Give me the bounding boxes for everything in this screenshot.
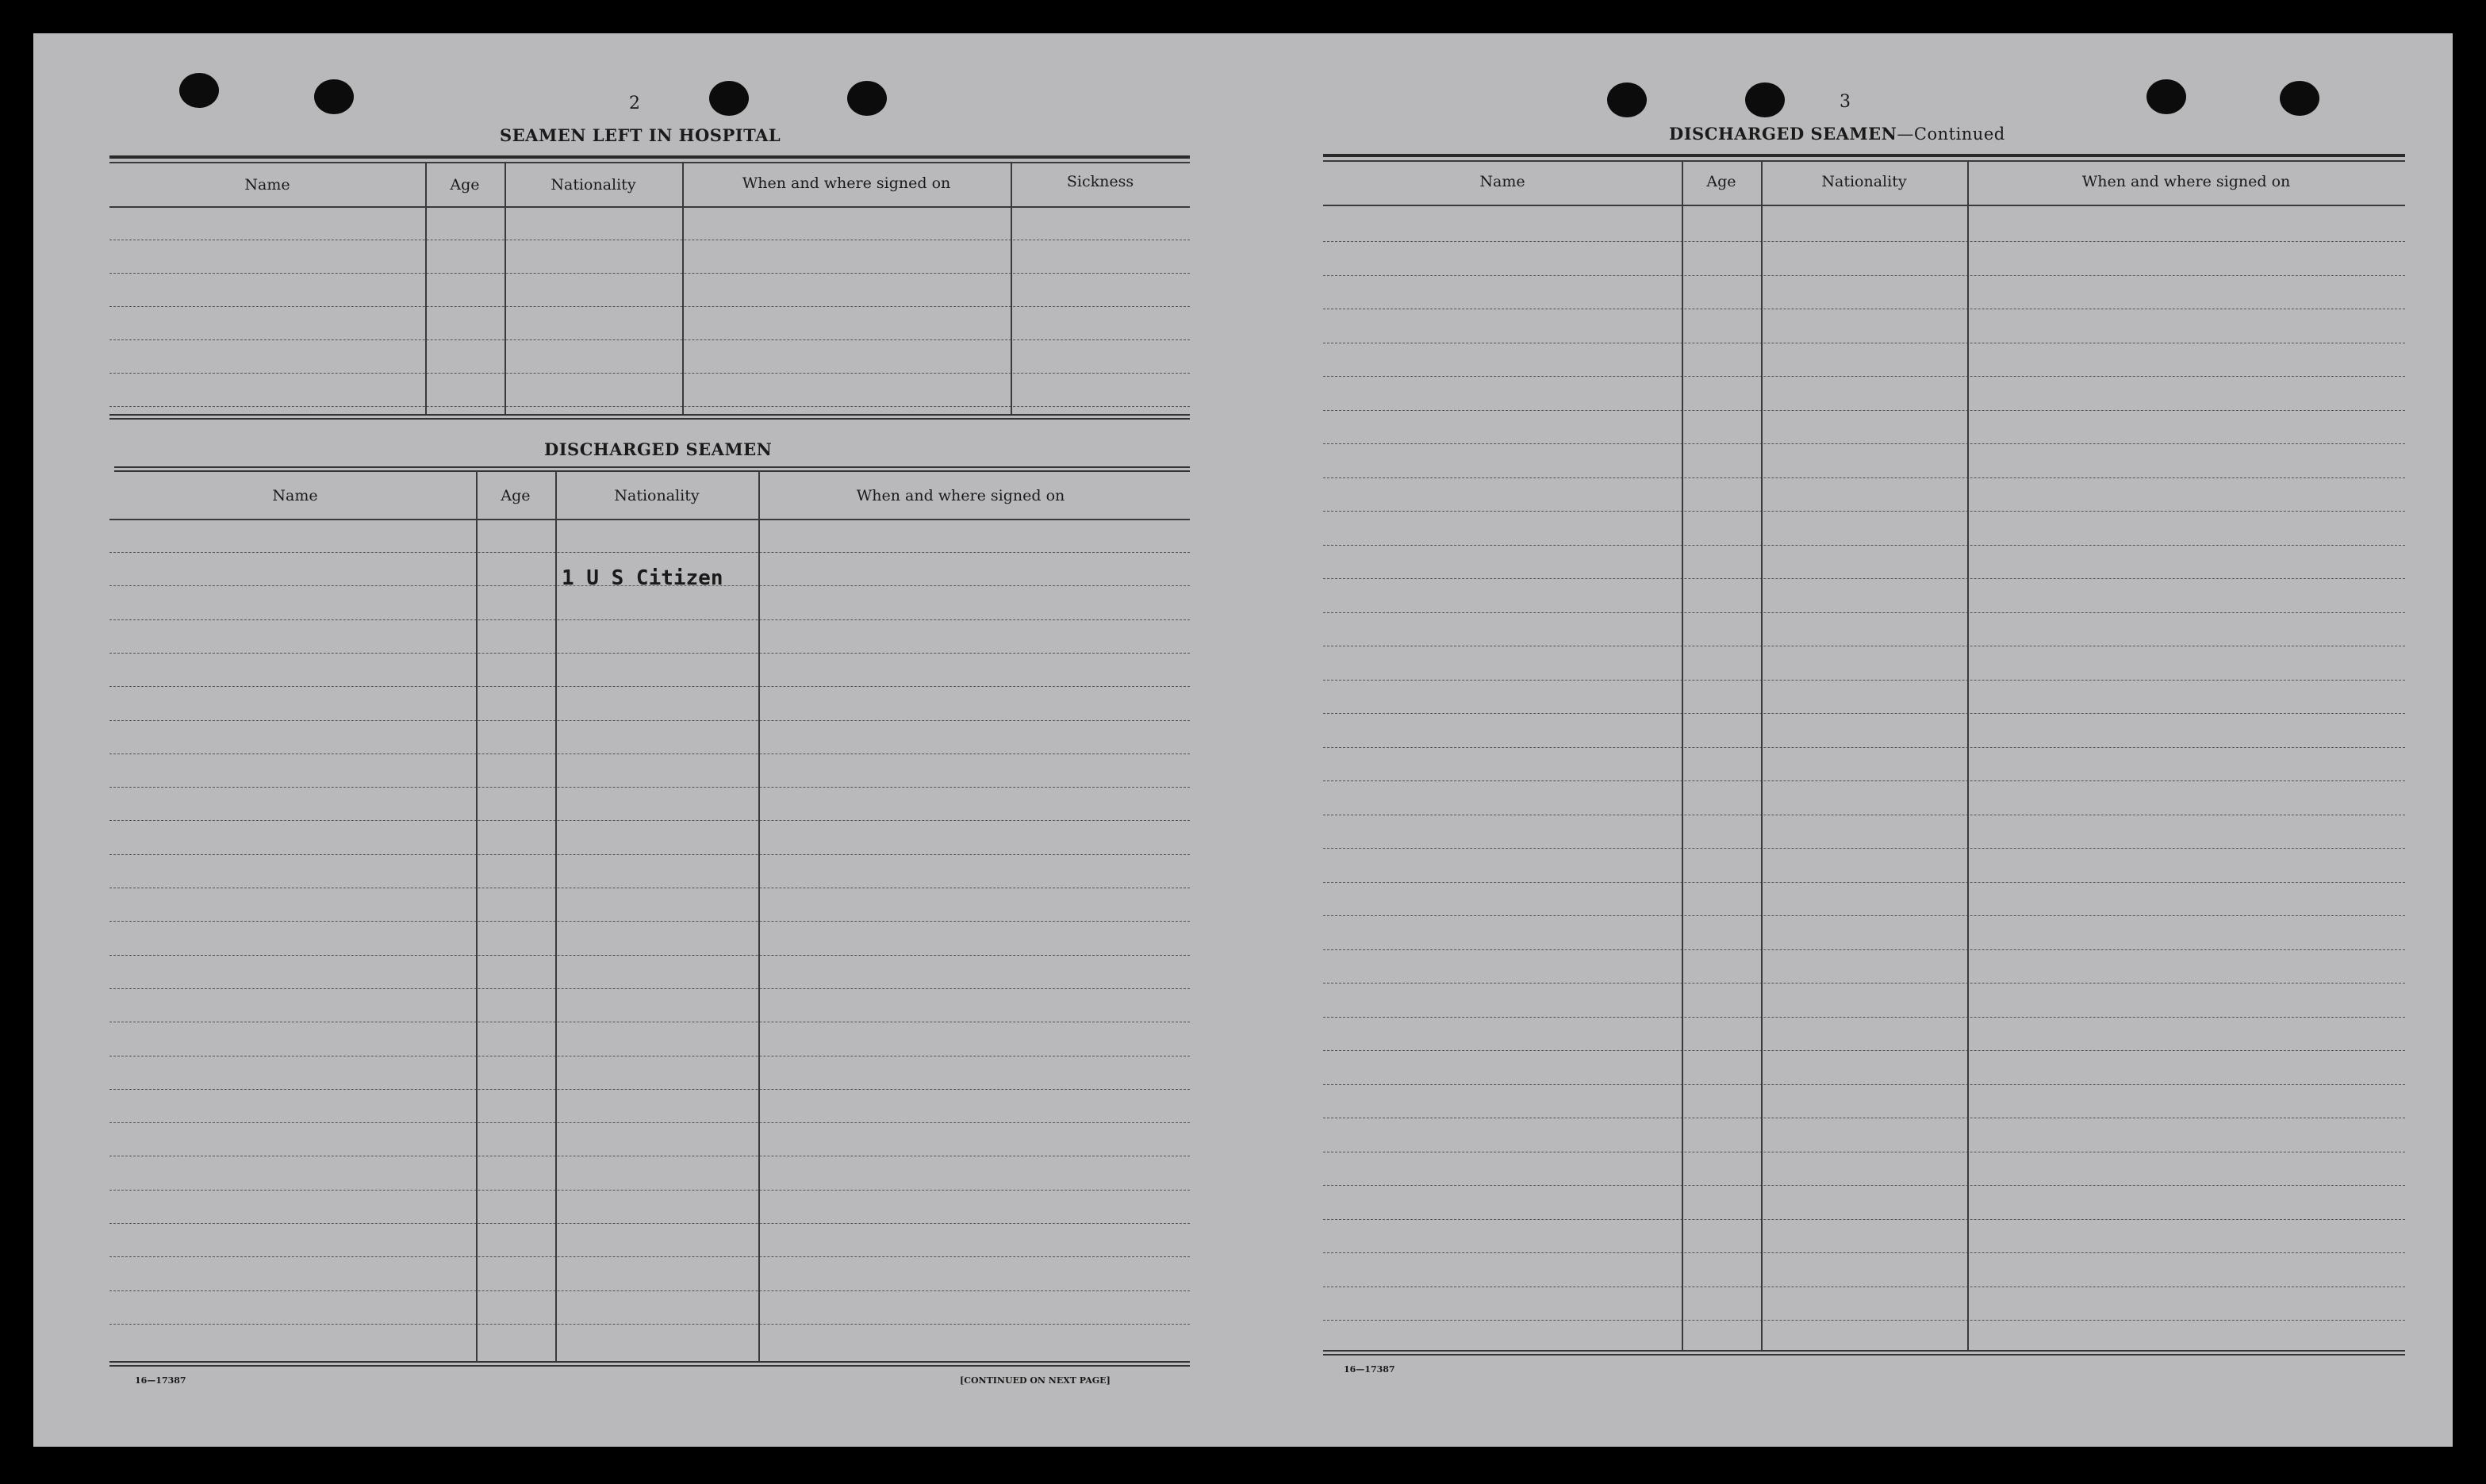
column-divider xyxy=(682,162,684,414)
punch-hole xyxy=(314,79,354,114)
row-line xyxy=(109,686,1190,687)
table-bottom-rule xyxy=(109,1361,1190,1367)
row-line xyxy=(109,653,1190,654)
column-header-nationality: Nationality xyxy=(551,176,636,194)
row-line xyxy=(1323,477,2405,478)
form-number: 16—17387 xyxy=(1344,1364,1395,1375)
page-number: 3 xyxy=(1840,92,1851,112)
table-rule xyxy=(109,155,1190,159)
column-divider xyxy=(1761,160,1763,1350)
row-line xyxy=(1323,915,2405,916)
row-line xyxy=(1323,1050,2405,1051)
header-rule xyxy=(1323,205,2405,206)
column-header-age: Age xyxy=(450,176,480,194)
row-line xyxy=(1323,275,2405,276)
row-line xyxy=(1323,1084,2405,1085)
row-line xyxy=(109,1324,1190,1325)
row-line xyxy=(1323,511,2405,512)
column-divider xyxy=(555,471,557,1361)
row-line xyxy=(109,1223,1190,1224)
title-continued: —Continued xyxy=(1897,125,2005,144)
discharged-continued-title xyxy=(1669,124,2005,144)
column-header-sickness: Sickness xyxy=(1066,173,1134,190)
column-header-signed-on: When and where signed on xyxy=(856,487,1065,504)
row-line xyxy=(109,619,1190,620)
column-header-nationality: Nationality xyxy=(1821,173,1907,190)
table-rule xyxy=(109,162,1190,163)
row-line xyxy=(109,787,1190,788)
column-divider xyxy=(504,162,506,414)
punch-hole xyxy=(847,81,887,116)
column-header-signed-on: When and where signed on xyxy=(2081,173,2291,190)
row-line xyxy=(1323,241,2405,242)
row-line xyxy=(1323,848,2405,849)
row-line xyxy=(1323,410,2405,411)
column-divider xyxy=(1682,160,1683,1350)
punch-hole xyxy=(709,81,749,116)
punch-hole xyxy=(1745,82,1785,117)
row-line xyxy=(1323,747,2405,748)
row-line xyxy=(109,955,1190,956)
header-rule xyxy=(109,519,1190,520)
nationality-entry: 1 U S Citizen xyxy=(562,566,723,590)
row-line xyxy=(1323,1252,2405,1253)
row-line xyxy=(1323,1219,2405,1220)
row-line xyxy=(109,854,1190,855)
row-line xyxy=(109,373,1190,374)
column-header-name: Name xyxy=(272,487,318,504)
punch-hole xyxy=(2146,79,2186,114)
column-divider xyxy=(1011,162,1012,414)
column-header-name: Name xyxy=(1479,173,1525,190)
row-line xyxy=(109,1290,1190,1291)
header-rule xyxy=(109,206,1190,208)
form-number: 16—17387 xyxy=(135,1375,186,1386)
row-line xyxy=(1323,612,2405,613)
continued-note: [CONTINUED ON NEXT PAGE] xyxy=(960,1375,1111,1386)
row-line xyxy=(109,406,1190,407)
column-divider xyxy=(758,471,760,1361)
row-line xyxy=(109,1122,1190,1123)
row-line xyxy=(1323,1185,2405,1186)
row-line xyxy=(109,988,1190,989)
row-line xyxy=(1323,376,2405,377)
ledger-sheet xyxy=(33,33,2453,1447)
column-divider xyxy=(425,162,427,414)
table-rule xyxy=(1323,154,2405,157)
hospital-section-title: SEAMEN LEFT IN HOSPITAL xyxy=(500,125,781,145)
row-line xyxy=(109,1089,1190,1090)
table-rule xyxy=(1323,160,2405,162)
row-line xyxy=(109,306,1190,307)
table-bottom-rule xyxy=(1323,1350,2405,1356)
table-rule xyxy=(114,466,1190,472)
row-line xyxy=(1323,713,2405,714)
row-line xyxy=(109,585,1190,586)
column-header-nationality: Nationality xyxy=(614,487,700,504)
table-bottom-rule xyxy=(109,414,1190,420)
punch-hole xyxy=(1607,82,1647,117)
row-line xyxy=(109,921,1190,922)
title-bold: DISCHARGED SEAMEN xyxy=(1669,124,1897,144)
row-line xyxy=(109,1190,1190,1191)
column-header-age: Age xyxy=(1706,173,1736,190)
row-line xyxy=(1323,1017,2405,1018)
row-line xyxy=(1323,949,2405,950)
column-divider xyxy=(1967,160,1969,1350)
row-line xyxy=(1323,680,2405,681)
row-line xyxy=(109,1256,1190,1257)
row-line xyxy=(1323,545,2405,546)
column-header-signed-on: When and where signed on xyxy=(742,174,951,192)
row-line xyxy=(1323,1320,2405,1321)
punch-hole xyxy=(2280,81,2319,116)
column-header-name: Name xyxy=(244,176,290,194)
row-line xyxy=(109,552,1190,553)
discharged-section-title: DISCHARGED SEAMEN xyxy=(544,439,773,459)
row-line xyxy=(109,339,1190,340)
row-line xyxy=(109,273,1190,274)
punch-hole xyxy=(179,73,219,108)
row-line xyxy=(109,820,1190,821)
row-line xyxy=(1323,882,2405,883)
row-line xyxy=(1323,983,2405,984)
page-number: 2 xyxy=(629,94,640,113)
row-line xyxy=(1323,780,2405,781)
row-line xyxy=(1323,443,2405,444)
column-divider xyxy=(476,471,478,1361)
row-line xyxy=(109,720,1190,721)
row-line xyxy=(1323,578,2405,579)
column-header-age: Age xyxy=(501,487,531,504)
